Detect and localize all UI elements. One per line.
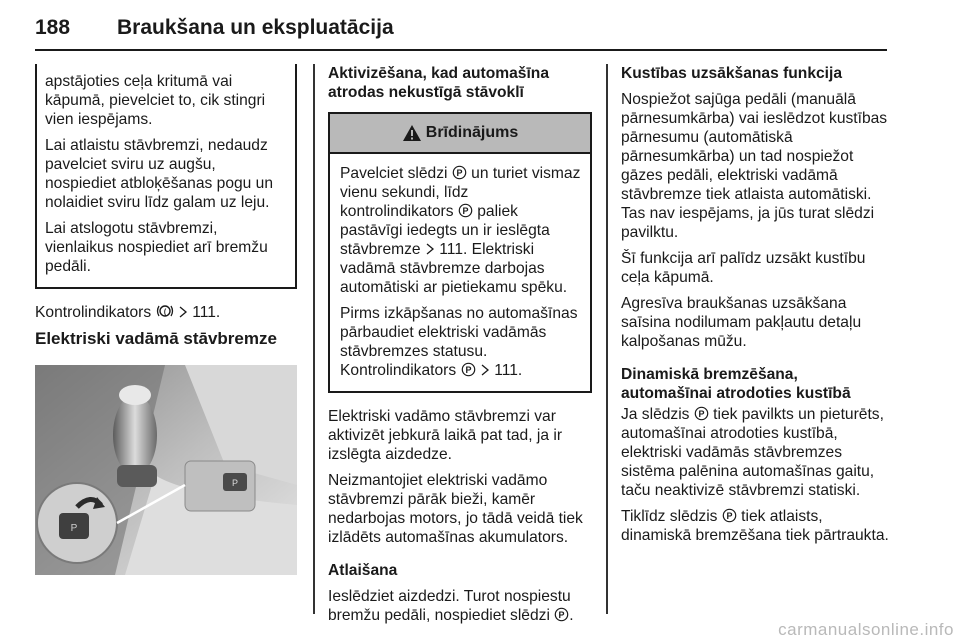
chapter-title: Braukšana un ekspluatācija xyxy=(117,16,394,39)
warning-triangle-icon xyxy=(402,124,422,142)
body-paragraph: Ieslēdziet aizdedzi. Turot nospiestu bremžu pedāli, nospiediet slēdzi P . xyxy=(328,588,574,624)
section-heading: Elektriski vadāmā stāvbremze xyxy=(35,329,277,348)
body-paragraph: Neizmantojiet elektriski vadāmo stāvbremzi pārāk bieži, kamēr nedarbojas motors, jo tādā veidā tiek izlādēts automašīnas akumulators. xyxy=(328,472,583,546)
body-paragraph: Elektriski vadāmo stāvbremzi var aktivizēt jebkurā laikā pat tad, ja ir izslēgta aizdedze. xyxy=(328,408,563,463)
svg-text:P: P xyxy=(726,511,733,521)
warning-paragraph: Pirms izkāpšanas no automašīnas pārbaudiet elektriski vadāmās stāvbremzes statusu. Kontrolindikators P 111. xyxy=(340,305,578,379)
watermark: carmanualsonline.info xyxy=(778,620,954,639)
section-heading: Dinamiskā bremzēšana, automašīnai atrodoties kustībā xyxy=(621,366,851,402)
svg-text:(: ( xyxy=(163,309,166,316)
warning-body xyxy=(330,154,590,391)
svg-text:P: P xyxy=(558,610,565,620)
section-heading: Atlaišana xyxy=(328,562,398,579)
parking-brake-icon xyxy=(722,508,737,523)
page-header xyxy=(35,6,887,46)
parking-brake-icon xyxy=(452,165,467,180)
svg-text:P: P xyxy=(464,365,472,375)
body-paragraph: Agresīva braukšanas uzsākšana saīsina nodilumam pakļautu detaļu kalpošanas mūžu. xyxy=(621,295,862,350)
continued-box xyxy=(35,64,297,289)
body-paragraph: Šī funkcija arī palīdz uzsākt kustību ceļa kāpumā. xyxy=(621,250,866,286)
body-paragraph: Nospiežot sajūga pedāli (manuālā pārnesumkārba) vai ieslēdzot kustības pārnesumu (automātiskā pārnesumkārba) un tad nospiežot gāzes pedāli, elektriski vadāmā stāvbremze tiek atlaista automātiski. Tas nav iespējams, ja jūs turat slēdzi pavilktu. xyxy=(621,91,888,241)
column-middle xyxy=(328,64,592,632)
box-paragraph: apstājoties ceļa kritumā vai kāpumā, pievelciet to, cik stingri vien iespējams. xyxy=(45,73,266,128)
parking-brake-icon xyxy=(554,607,569,622)
body-paragraph: Ja slēdzis P tiek pavilkts un pieturēts, automašīnai atrodoties kustībā, elektriski vadāmās stāvbremzes sistēma palēnina automašīnas gaitu, taču neaktivizē stāvbremzi statiski. xyxy=(621,406,884,499)
warning-header xyxy=(330,114,590,154)
arrow-ref-icon xyxy=(480,363,490,377)
indicator-line xyxy=(35,303,297,322)
parking-brake-icon xyxy=(694,406,709,421)
section-heading: Kustības uzsākšanas funkcija xyxy=(621,65,843,82)
warning-box xyxy=(328,112,592,393)
arrow-ref-icon xyxy=(425,242,435,256)
column-divider xyxy=(606,64,608,614)
page-reference: 111. xyxy=(192,304,221,321)
box-paragraph: Lai atlaistu stāvbremzi, nedaudz pavelciet sviru uz augšu, nospiediet atbloķēšanas pogu un nolaidiet sviru līdz galam uz leju. xyxy=(45,137,274,211)
parking-brake-icon xyxy=(458,203,473,218)
column-left xyxy=(35,64,297,580)
svg-text:P: P xyxy=(698,409,705,419)
parking-brake-icon xyxy=(461,362,476,377)
page-number: 188 xyxy=(35,16,71,39)
column-right xyxy=(621,64,889,552)
arrow-ref-icon xyxy=(178,305,188,319)
column-divider xyxy=(313,64,315,614)
section-heading: Aktivizēšana, kad automašīna atrodas nekustīgā stāvoklī xyxy=(328,65,550,101)
warning-paragraph: Pavelciet slēdzi P un turiet vismaz vienu sekundi, līdz kontrolindikators P paliek pastāvīgi iedegts un ir ieslēgta stāvbremze 111. Elektriski vadāmā stāvbremze darbojas automātiski ar pietiekamu spēku. xyxy=(340,165,581,296)
svg-text:P: P xyxy=(231,478,239,488)
parking-brake-switch-illustration xyxy=(35,365,297,575)
box-paragraph: Lai atslogotu stāvbremzi, vienlaikus nospiediet arī bremžu pedāli. xyxy=(45,220,268,275)
indicator-text: Kontrolindikators xyxy=(35,304,152,321)
warning-title: Brīdinājums xyxy=(425,124,519,141)
brake-indicator-icon xyxy=(156,303,174,319)
header-divider xyxy=(35,49,887,51)
svg-text:P: P xyxy=(70,523,78,534)
svg-text:P: P xyxy=(462,206,469,216)
body-paragraph: Tiklīdz slēdzis P tiek atlaists, dinamiskā bremzēšana tiek pārtraukta. xyxy=(621,508,889,544)
svg-text:P: P xyxy=(456,168,463,178)
